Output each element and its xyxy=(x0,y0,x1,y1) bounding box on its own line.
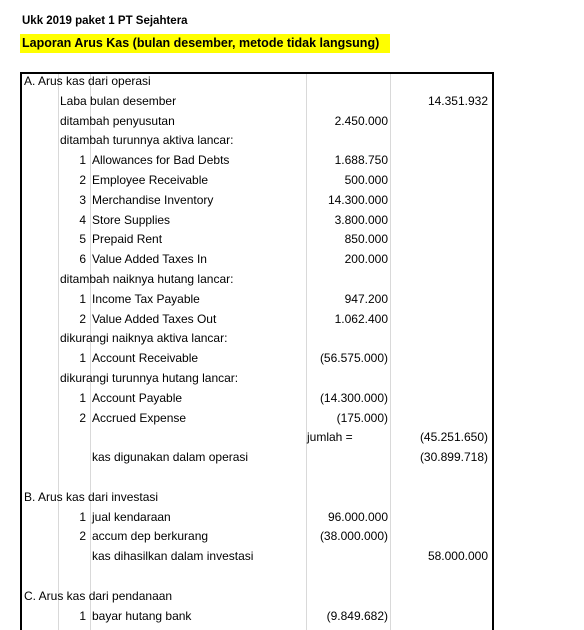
table-row: 4 Store Supplies 3.800.000 xyxy=(79,212,388,227)
cash-flow-sheet xyxy=(20,72,494,626)
spacer-row xyxy=(20,567,494,587)
total-row-operasi: kas digunakan dalam operasi (30.899.718) xyxy=(92,450,488,465)
table-row: 1 Account Receivable (56.575.000) xyxy=(79,351,388,366)
section-heading-pendanaan: C. Arus kas dari pendanaan xyxy=(24,588,173,603)
group-label: ditambah naiknya hutang lancar: xyxy=(60,271,234,286)
spacer-row xyxy=(20,468,494,488)
table-row: 2 Employee Receivable 500.000 xyxy=(79,172,388,187)
table-row: 1 Account Payable (14.300.000) xyxy=(79,390,388,405)
table-row: 1 Allowances for Bad Debts 1.688.750 xyxy=(79,153,388,168)
table-row: 2 Accrued Expense (175.000) xyxy=(79,410,388,425)
jumlah-row: jumlah = (45.251.650) xyxy=(307,430,488,445)
report-subtitle: Laporan Arus Kas (bulan desember, metode tidak langsung) xyxy=(20,34,390,53)
total-row-investasi: kas dihasilkan dalam investasi 58.000.000 xyxy=(92,549,488,564)
table-row: 1 jual kendaraan 96.000.000 xyxy=(79,509,388,524)
table-row: 5 Prepaid Rent 850.000 xyxy=(79,232,388,247)
table-row: 1 Income Tax Payable 947.200 xyxy=(79,291,388,306)
table-row: 2 accum dep berkurang (38.000.000) xyxy=(79,529,388,544)
group-label: dikurangi turunnya hutang lancar: xyxy=(60,370,239,385)
table-row: 2 Value Added Taxes Out 1.062.400 xyxy=(79,311,388,326)
section-heading-investasi: B. Arus kas dari investasi xyxy=(24,489,159,504)
table-row: 3 Merchandise Inventory 14.300.000 xyxy=(79,192,388,207)
group-label: dikurangi naiknya aktiva lancar: xyxy=(60,331,228,346)
section-heading-operasi: A. Arus kas dari operasi xyxy=(24,74,151,88)
laba-row: Laba bulan desember 14.351.932 xyxy=(60,93,488,108)
table-row: 6 Value Added Taxes In 200.000 xyxy=(79,252,388,267)
table-row: 1 bayar hutang bank (9.849.682) xyxy=(79,608,388,623)
penyusutan-row: ditambah penyusutan 2.450.000 xyxy=(60,113,388,128)
document-title: Ukk 2019 paket 1 PT Sejahtera xyxy=(22,15,188,27)
group-label: ditambah turunnya aktiva lancar: xyxy=(60,133,234,148)
